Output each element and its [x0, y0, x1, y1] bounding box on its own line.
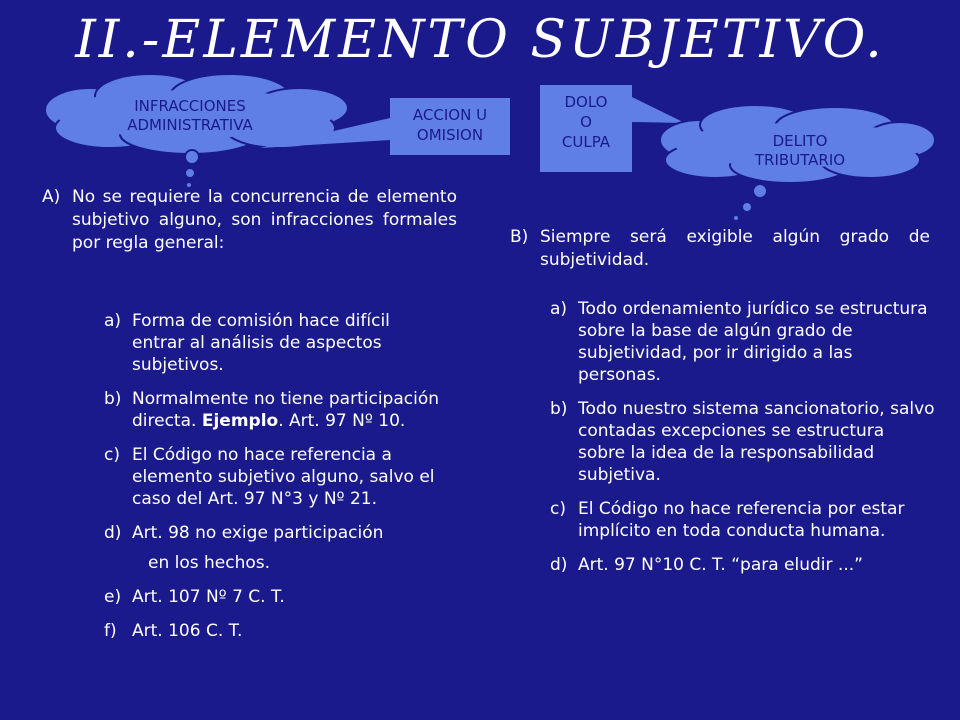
cloud-label-right-line2: TRIBUTARIO [754, 151, 846, 169]
callout-label-left-line1: ACCION U [412, 106, 488, 124]
list-marker: f) [104, 621, 117, 641]
left-intro-text: No se requiere la concurrencia de elemento subjetivo alguno, son infracciones formales por regla general: [72, 187, 457, 253]
list-item [104, 522, 444, 544]
left-list [104, 310, 444, 654]
list-marker: e) [104, 587, 122, 607]
list-item [104, 388, 444, 432]
right-intro-text: Siempre será exigible algún grado de subjetividad. [540, 227, 930, 270]
list-marker: b) [104, 389, 122, 409]
list-text: Todo ordenamiento jurídico se estructura sobre la base de algún grado de subjetividad, por ir dirigido a las personas. [578, 299, 928, 385]
cloud-label-left [70, 97, 310, 135]
list-marker: a) [104, 311, 122, 331]
list-marker: c) [104, 445, 120, 465]
callout-label-right-line2: O [580, 113, 592, 131]
list-text: Art. 106 C. T. [132, 621, 243, 641]
list-item [104, 620, 444, 642]
cloud-label-right [690, 132, 910, 170]
list-text: El Código no hace referencia a elemento subjetivo alguno, salvo el caso del Art. 97 N°3 y Nº 21. [132, 445, 435, 509]
callout-label-left-line2: OMISION [416, 126, 484, 144]
list-text: Art. 97 N°10 C. T. “para eludir ...” [578, 555, 863, 575]
list-text-pre: Normalmente no tiene participación directa. [132, 389, 440, 431]
cloud-label-right-line1: DELITO [772, 132, 828, 150]
left-intro-marker: A) [42, 187, 61, 207]
list-item [104, 586, 444, 608]
list-item [550, 498, 935, 542]
thought-bubbles-right [733, 184, 767, 221]
cloud-label-left-line2: ADMINISTRATIVA [127, 116, 253, 134]
cloud-label-left-line1: INFRACCIONES [134, 97, 246, 115]
callout-label-right-line3: CULPA [561, 133, 611, 151]
list-marker: b) [550, 399, 568, 419]
list-text [132, 388, 444, 432]
list-item [104, 444, 444, 510]
callout-label-right-line1: DOLO [564, 93, 608, 111]
left-intro [42, 186, 457, 255]
list-continuation: en los hechos. [148, 553, 271, 573]
list-item [104, 310, 444, 376]
slide-title: II.-ELEMENTO SUBJETIVO. [75, 10, 885, 70]
list-item [550, 298, 935, 386]
right-intro-marker: B) [510, 227, 529, 247]
list-marker: c) [550, 499, 566, 519]
list-item [550, 554, 935, 576]
right-intro [510, 226, 930, 272]
callout-label-right [540, 92, 632, 152]
list-marker: d) [550, 555, 568, 575]
list-item [550, 398, 935, 486]
right-list [550, 298, 935, 588]
list-marker: a) [550, 299, 568, 319]
list-marker: d) [104, 523, 122, 543]
list-text: Forma de comisión hace difícil entrar al análisis de aspectos subjetivos. [132, 311, 390, 375]
thought-bubbles-left [185, 150, 199, 188]
list-text: Todo nuestro sistema sancionatorio, salvo contadas excepciones se estructura sobre la idea de la responsabilidad subjetiva. [578, 399, 935, 485]
list-text: Art. 107 Nº 7 C. T. [132, 587, 285, 607]
list-text: Art. 98 no exige participación [132, 523, 384, 543]
list-text-post: . Art. 97 Nº 10. [278, 411, 406, 431]
callout-label-left [390, 105, 510, 145]
list-text: El Código no hace referencia por estar implícito en toda conducta humana. [578, 499, 905, 541]
example-label: Ejemplo [201, 411, 279, 431]
